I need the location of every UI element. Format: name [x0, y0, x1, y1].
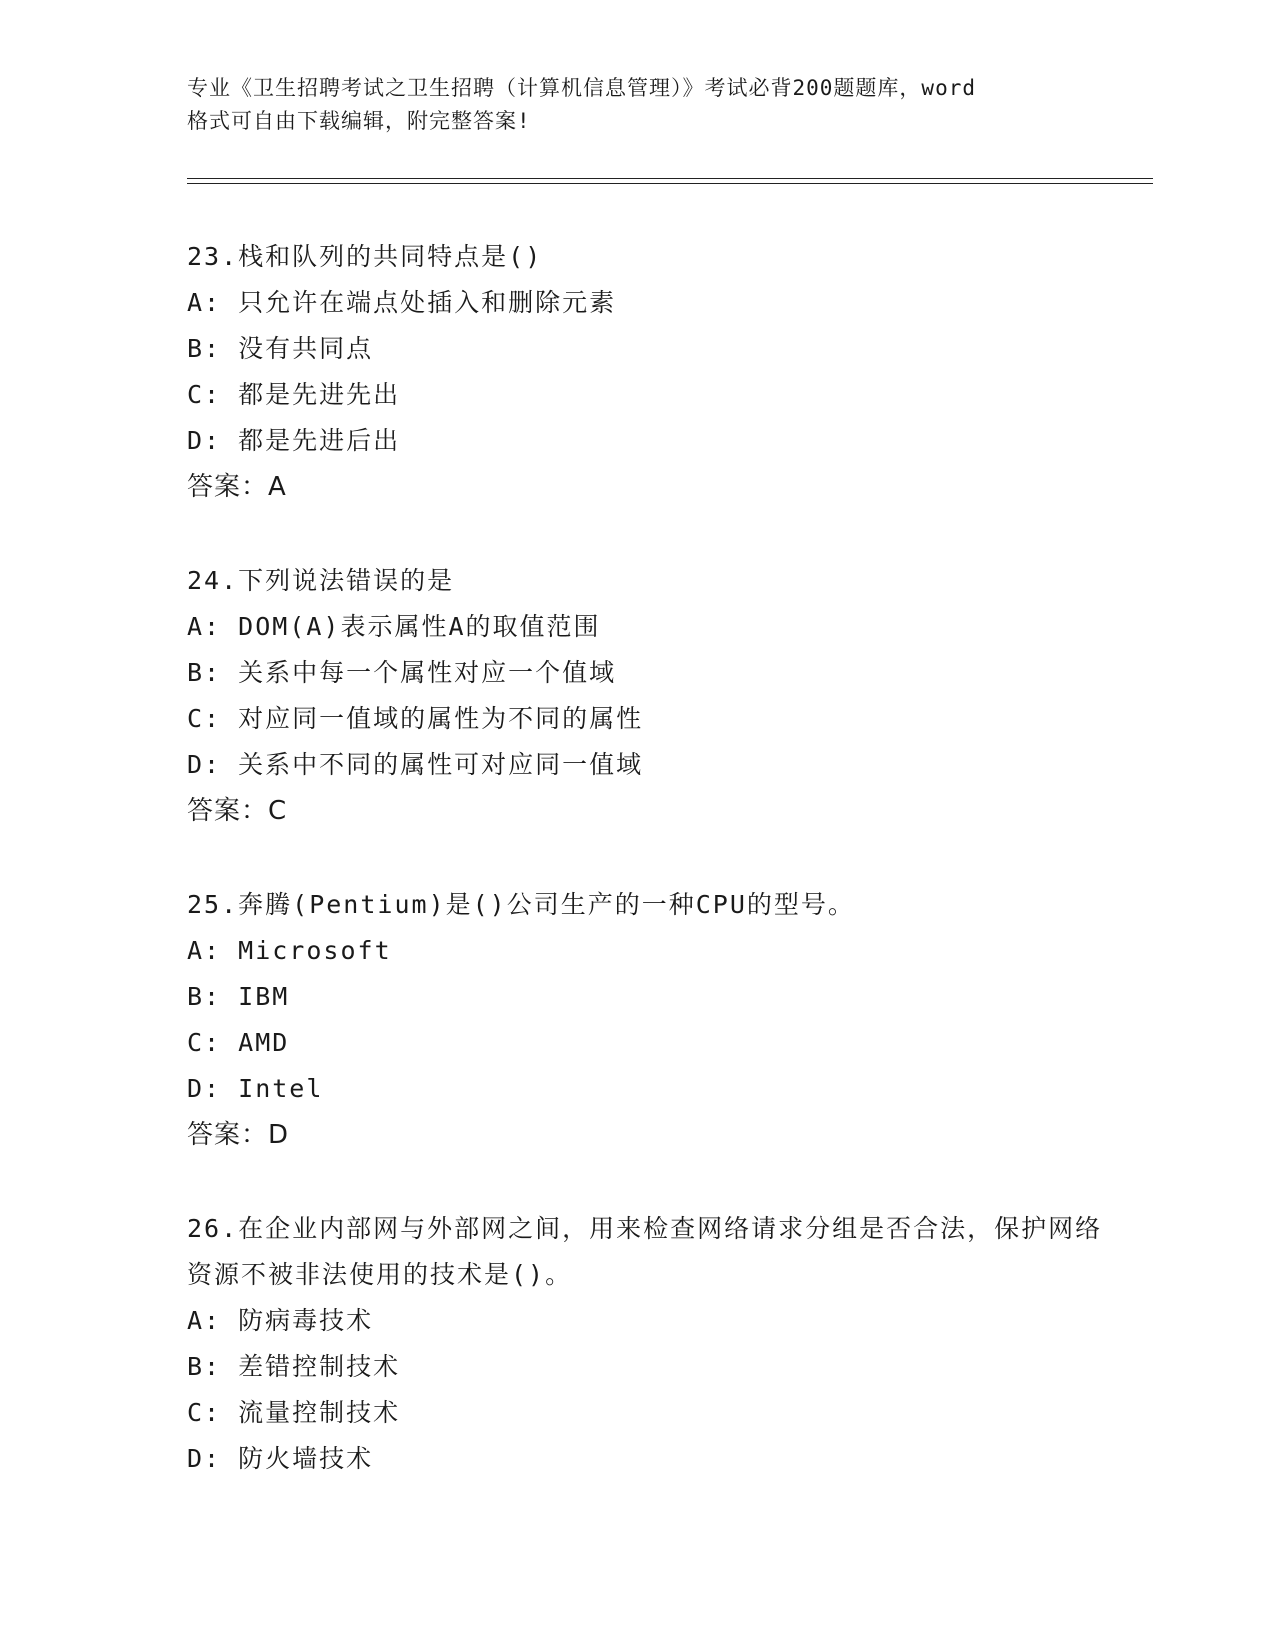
header-line-1: 专业《卫生招聘考试之卫生招聘（计算机信息管理）》考试必背200题题库，word [187, 76, 976, 100]
option-d: D: 关系中不同的属性可对应同一值域 [187, 750, 644, 779]
option-c: C: 都是先进先出 [187, 380, 401, 409]
option-d: D: Intel [187, 1074, 324, 1103]
option-c: C: AMD [187, 1028, 290, 1057]
header-line-2: 格式可自由下载编辑，附完整答案! [187, 109, 531, 133]
answer-line: 答案：A [187, 472, 287, 502]
question-25 [187, 882, 1107, 1158]
option-a: A: Microsoft [187, 936, 392, 965]
option-b: B: IBM [187, 982, 290, 1011]
question-stem: 24.下列说法错误的是 [187, 566, 455, 595]
question-23 [187, 234, 1107, 510]
answer-line: 答案：C [187, 796, 288, 826]
question-stem: 25.奔腾(Pentium)是()公司生产的一种CPU的型号。 [187, 890, 855, 919]
option-a: A: 防病毒技术 [187, 1306, 374, 1335]
option-b: B: 关系中每一个属性对应一个值域 [187, 658, 617, 687]
option-b: B: 差错控制技术 [187, 1352, 401, 1381]
option-a: A: 只允许在端点处插入和删除元素 [187, 288, 617, 317]
option-a: A: DOM(A)表示属性A的取值范围 [187, 612, 601, 641]
option-d: D: 防火墙技术 [187, 1444, 374, 1473]
answer-line: 答案：D [187, 1120, 290, 1150]
question-stem: 26.在企业内部网与外部网之间，用来检查网络请求分组是否合法，保护网络资源不被非法使用的技术是()。 [187, 1214, 1103, 1289]
question-26 [187, 1206, 1107, 1482]
document-header [187, 72, 1087, 138]
option-c: C: 流量控制技术 [187, 1398, 401, 1427]
question-24 [187, 558, 1107, 834]
option-d: D: 都是先进后出 [187, 426, 401, 455]
option-b: B: 没有共同点 [187, 334, 374, 363]
header-divider-top [187, 178, 1153, 179]
question-stem: 23.栈和队列的共同特点是() [187, 242, 543, 271]
option-c: C: 对应同一值域的属性为不同的属性 [187, 704, 644, 733]
header-divider-bottom [187, 183, 1153, 184]
question-list [187, 234, 1107, 1530]
